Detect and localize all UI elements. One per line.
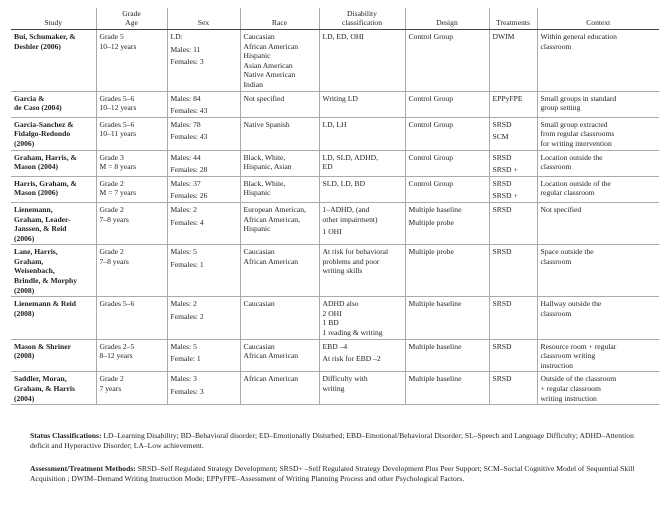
cell-line: Grade 3 [99, 152, 124, 162]
cell-line: Indian [243, 79, 263, 89]
cell-line: Garcia & [14, 93, 45, 103]
cell-line: Females: 43 [170, 132, 208, 142]
cell-line: Hallway outside the [540, 299, 602, 309]
table-row [11, 339, 659, 372]
cell-line: Males: 44 [170, 152, 201, 162]
cell-line: 10–12 years [99, 41, 137, 51]
cell-line: LD, SLD, ADHD, [322, 152, 378, 162]
cell-disability [319, 30, 405, 92]
cell-line: Location outside of the [540, 178, 611, 188]
cell-disability [319, 91, 405, 117]
cell-line: 7–8 years [99, 256, 129, 266]
cell-line: SRSD + [492, 165, 518, 175]
cell-context [537, 372, 659, 405]
cell-line: African American [243, 374, 299, 384]
cell-disability [319, 297, 405, 339]
header-context: Context [537, 8, 659, 30]
cell-line: Difficulty with [322, 374, 368, 384]
cell-line: 1 OHI [322, 227, 342, 237]
cell-line: classroom [540, 41, 572, 51]
cell-line: (2008) [14, 351, 35, 361]
cell-sex [167, 117, 240, 150]
cell-treatments [489, 339, 537, 372]
cell-line: Grades 5–6 [99, 93, 135, 103]
cell-line: At risk for EBD –2 [322, 354, 381, 364]
cell-line: Small groups in standard [540, 93, 617, 103]
cell-line: Mason (2006) [14, 188, 59, 198]
cell-line: Hispanic [243, 188, 271, 198]
table-row [11, 245, 659, 297]
cell-line: Males: 11 [170, 44, 201, 54]
cell-line: African American [243, 41, 299, 51]
cell-line: Control Group [408, 93, 454, 103]
cell-line: Males: 78 [170, 119, 201, 129]
cell-line: Space outside the [540, 247, 594, 257]
table-row [11, 117, 659, 150]
cell-line: (2006) [14, 233, 35, 243]
cell-context [537, 202, 659, 244]
cell-race [240, 176, 319, 202]
cell-line: classroom [540, 308, 572, 318]
cell-grade-age [96, 202, 167, 244]
cell-disability [319, 372, 405, 405]
cell-treatments [489, 297, 537, 339]
cell-line: Grade 5 [99, 32, 124, 41]
cell-line: Hispanic [243, 51, 271, 61]
cell-line: problems and poor [322, 256, 380, 266]
table-row [11, 297, 659, 339]
cell-study [11, 245, 96, 297]
cell-treatments [489, 117, 537, 150]
cell-line: SRSD [492, 299, 512, 309]
cell-line: SRSD [492, 119, 512, 129]
cell-study [11, 91, 96, 117]
cell-line: ADHD also [322, 299, 359, 309]
cell-sex [167, 372, 240, 405]
cell-treatments [489, 202, 537, 244]
cell-line: Females: 2 [170, 311, 204, 321]
studies-table [11, 8, 659, 405]
cell-line: Control Group [408, 119, 454, 129]
cell-line: Grade 2 [99, 374, 124, 384]
cell-line: African American [243, 351, 299, 361]
cell-treatments [489, 176, 537, 202]
cell-grade-age [96, 339, 167, 372]
cell-study [11, 117, 96, 150]
status-classifications-text: LD–Learning Disability; BD–Behavioral disorder; ED–Emotionally Disturbed; EBD–Emotional/Behavioral Disorder; SL–Speech and Language Difficulty; ADHD–Attention deficit and Hyperactive Disorder; LA–Low achievement. [30, 431, 634, 450]
cell-line: Females: 1 [170, 259, 204, 269]
cell-line: 2 OHI [322, 308, 342, 318]
cell-design [405, 176, 489, 202]
cell-sex [167, 91, 240, 117]
cell-line: classroom [540, 162, 572, 172]
cell-line: 1–ADHD, (and [322, 204, 370, 214]
cell-race [240, 339, 319, 372]
cell-design [405, 245, 489, 297]
status-classifications-note [30, 431, 650, 450]
cell-line: Brindle, & Morphy [14, 276, 78, 286]
cell-context [537, 117, 659, 150]
cell-line: + regular classroom [540, 384, 601, 393]
cell-treatments [489, 150, 537, 176]
cell-sex [167, 202, 240, 244]
cell-line: from regular classrooms [540, 129, 615, 139]
header-sex: Sex [167, 8, 240, 30]
cell-study [11, 297, 96, 339]
cell-line: Multiple baseline [408, 299, 462, 309]
cell-sex [167, 150, 240, 176]
cell-line: Graham, Leader- [14, 214, 71, 224]
table-row [11, 30, 659, 92]
cell-line: Graham, [14, 256, 44, 266]
cell-line: Caucasian [243, 32, 275, 41]
cell-line: Caucasian [243, 341, 275, 351]
cell-context [537, 176, 659, 202]
cell-line: other impairment) [322, 214, 378, 224]
cell-line: Females: 3 [170, 57, 204, 67]
cell-line: M = 7 years [99, 188, 137, 198]
cell-line: LD: [170, 32, 183, 41]
cell-design [405, 202, 489, 244]
cell-line: Mason & Shriner [14, 341, 71, 351]
cell-line: Males: 84 [170, 93, 201, 103]
cell-line: Black, White, [243, 152, 286, 162]
cell-line: Graham, Harris, & [14, 152, 77, 162]
cell-line: instruction [540, 360, 573, 370]
cell-line: Small group extracted [540, 119, 608, 129]
cell-line: Not specified [243, 93, 285, 103]
cell-line: Saddler, Moran, [14, 374, 67, 384]
cell-sex [167, 339, 240, 372]
cell-study [11, 176, 96, 202]
cell-line: SRSD [492, 178, 512, 188]
cell-grade-age [96, 297, 167, 339]
table-row [11, 372, 659, 405]
header-design: Design [405, 8, 489, 30]
status-classifications-label: Status Classifications: [30, 431, 102, 440]
cell-design [405, 297, 489, 339]
cell-grade-age [96, 245, 167, 297]
cell-treatments [489, 30, 537, 92]
cell-context [537, 91, 659, 117]
cell-context [537, 297, 659, 339]
cell-study [11, 150, 96, 176]
cell-line: Outside of the classroom [540, 374, 617, 384]
cell-study [11, 30, 96, 92]
cell-line: Females: 26 [170, 191, 208, 201]
cell-grade-age [96, 30, 167, 92]
cell-line: Control Group [408, 152, 454, 162]
cell-line: Multiple probe [408, 217, 454, 227]
cell-line: group setting [540, 103, 581, 113]
cell-context [537, 30, 659, 92]
table-row [11, 202, 659, 244]
cell-line: 10–11 years [99, 129, 137, 139]
cell-line: Caucasian [243, 247, 275, 257]
cell-line: 7 years [99, 384, 122, 393]
cell-line: Resource room + regular [540, 341, 617, 351]
cell-disability [319, 202, 405, 244]
cell-design [405, 150, 489, 176]
cell-design [405, 117, 489, 150]
cell-disability [319, 150, 405, 176]
cell-grade-age [96, 176, 167, 202]
cell-line: Within general education [540, 32, 617, 41]
cell-sex [167, 245, 240, 297]
cell-line: DWIM [492, 32, 515, 41]
cell-line: Writing LD [322, 93, 358, 103]
cell-disability [319, 176, 405, 202]
treatment-methods-note [30, 464, 650, 483]
cell-disability [319, 117, 405, 150]
cell-line: Weisenbach, [14, 266, 55, 276]
cell-line: ED [322, 162, 333, 172]
cell-line: Females: 4 [170, 217, 204, 227]
cell-line: Harris, Graham, & [14, 178, 77, 188]
cell-disability [319, 339, 405, 372]
cell-line: Native Spanish [243, 119, 290, 129]
cell-line: classroom [540, 256, 572, 266]
cell-context [537, 245, 659, 297]
cell-line: Females: 28 [170, 165, 208, 175]
cell-line: EPPyFPE [492, 93, 523, 103]
cell-line: for writing intervention [540, 138, 612, 148]
cell-race [240, 150, 319, 176]
cell-design [405, 91, 489, 117]
cell-line: M = 8 years [99, 162, 137, 172]
cell-race [240, 297, 319, 339]
cell-line: Control Group [408, 178, 454, 188]
cell-line: Deshler (2006) [14, 41, 61, 51]
cell-line: Females: 3 [170, 387, 204, 396]
cell-line: SRSD [492, 341, 512, 351]
cell-line: Grades 5–6 [99, 119, 135, 129]
cell-line: Garcia-Sanchez & [14, 119, 74, 129]
cell-line: Multiple probe [408, 247, 454, 257]
cell-race [240, 117, 319, 150]
cell-line: Grade 2 [99, 247, 124, 257]
cell-grade-age [96, 372, 167, 405]
cell-line: 8–12 years [99, 351, 133, 361]
cell-line: 1 BD [322, 318, 339, 328]
cell-line: (2008) [14, 285, 35, 295]
cell-line: Asian American [243, 60, 293, 70]
cell-line: SRSD + [492, 191, 518, 201]
cell-line: SRSD [492, 204, 512, 214]
cell-line: Females: 43 [170, 106, 208, 116]
treatment-methods-label: Assessment/Treatment Methods: [30, 464, 136, 473]
cell-race [240, 202, 319, 244]
cell-line: writing instruction [540, 393, 597, 403]
header-grade-age: Grade Age [96, 8, 167, 30]
cell-line: de Caso (2004) [14, 103, 62, 113]
cell-line: (2006) [14, 138, 35, 148]
cell-line: SCM [492, 132, 509, 142]
cell-line: LD, LH [322, 119, 347, 129]
cell-treatments [489, 91, 537, 117]
cell-line: Mason (2004) [14, 162, 59, 172]
cell-line: Grade 2 [99, 178, 124, 188]
cell-line: Grade 2 [99, 204, 124, 214]
cell-treatments [489, 245, 537, 297]
cell-line: Grades 5–6 [99, 299, 135, 309]
cell-line: regular classroom [540, 188, 595, 198]
cell-study [11, 339, 96, 372]
cell-grade-age [96, 150, 167, 176]
cell-line: European American, [243, 204, 306, 214]
cell-line: EBD –4 [322, 341, 348, 351]
table-row [11, 150, 659, 176]
cell-race [240, 30, 319, 92]
cell-race [240, 91, 319, 117]
cell-line: Males: 2 [170, 204, 197, 214]
cell-treatments [489, 372, 537, 405]
table-row [11, 91, 659, 117]
cell-line: Not specified [540, 204, 582, 214]
header-study: Study [11, 8, 96, 30]
cell-line: writing skills [322, 266, 363, 276]
cell-line: Males: 5 [170, 247, 197, 257]
cell-design [405, 339, 489, 372]
cell-line: (2008) [14, 308, 35, 318]
cell-line: Males: 5 [170, 341, 197, 351]
cell-line: SRSD [492, 247, 512, 257]
cell-line: 7–8 years [99, 214, 129, 224]
cell-line: Graham, & Harris [14, 384, 75, 393]
cell-line: Lienemann & Reid [14, 299, 77, 309]
cell-line: 10–12 years [99, 103, 137, 113]
cell-line: Grades 2–5 [99, 341, 135, 351]
cell-line: Multiple baseline [408, 341, 462, 351]
cell-line: At risk for behavioral [322, 247, 389, 257]
cell-line: Lienemann, [14, 204, 53, 214]
cell-line: SLD, LD, BD [322, 178, 366, 188]
cell-study [11, 202, 96, 244]
cell-line: Bui, Schumaker, & [14, 32, 76, 41]
cell-line: writing [322, 384, 345, 393]
cell-line: Lane, Harris, [14, 247, 58, 257]
cell-disability [319, 245, 405, 297]
treatment-methods-text: SRSD–Self Regulated Strategy Development; SRSD+ –Self Regulated Strategy Development Plus Peer Support; SCM–Social Cognitive Model of Sequential Skill Acquisition ; DWIM–Demand Writing Instruction Mode; EPPyFPE–Assessment of Writing Planning Process and other Psychological Factors. [30, 464, 635, 483]
cell-line: Control Group [408, 32, 454, 41]
cell-line: Native American [243, 70, 296, 80]
cell-line: (2004) [14, 393, 35, 403]
header-disability: Disability classification [319, 8, 405, 30]
table-row [11, 176, 659, 202]
table-header-row [11, 8, 659, 30]
cell-context [537, 150, 659, 176]
header-race: Race [240, 8, 319, 30]
cell-line: Location outside the [540, 152, 603, 162]
cell-race [240, 245, 319, 297]
cell-grade-age [96, 117, 167, 150]
cell-line: African American, [243, 214, 301, 224]
cell-line: Black, White, [243, 178, 286, 188]
cell-line: Janssen, & Reid [14, 224, 67, 234]
cell-line: classroom writing [540, 351, 596, 361]
cell-grade-age [96, 91, 167, 117]
cell-line: African American [243, 256, 299, 266]
cell-design [405, 372, 489, 405]
cell-sex [167, 297, 240, 339]
cell-sex [167, 30, 240, 92]
cell-line: SRSD [492, 374, 512, 384]
cell-line: Males: 37 [170, 178, 201, 188]
cell-design [405, 30, 489, 92]
cell-line: Hispanic, Asian [243, 162, 292, 172]
cell-line: Caucasian [243, 299, 275, 309]
cell-line: LD, ED, OHI [322, 32, 364, 41]
cell-line: 1 reading & writing [322, 328, 383, 338]
cell-line: Multiple baseline [408, 374, 462, 384]
cell-line: Males: 2 [170, 299, 197, 309]
cell-race [240, 372, 319, 405]
cell-context [537, 339, 659, 372]
cell-line: Hispanic [243, 224, 271, 234]
cell-line: Fidalgo-Redondo [14, 129, 71, 139]
cell-line: Multiple baseline [408, 204, 462, 214]
cell-line: Female: 1 [170, 354, 201, 364]
header-treatments: Treatments [489, 8, 537, 30]
cell-line: SRSD [492, 152, 512, 162]
cell-line: Males: 3 [170, 374, 197, 384]
cell-study [11, 372, 96, 405]
table-body [11, 30, 659, 405]
cell-sex [167, 176, 240, 202]
